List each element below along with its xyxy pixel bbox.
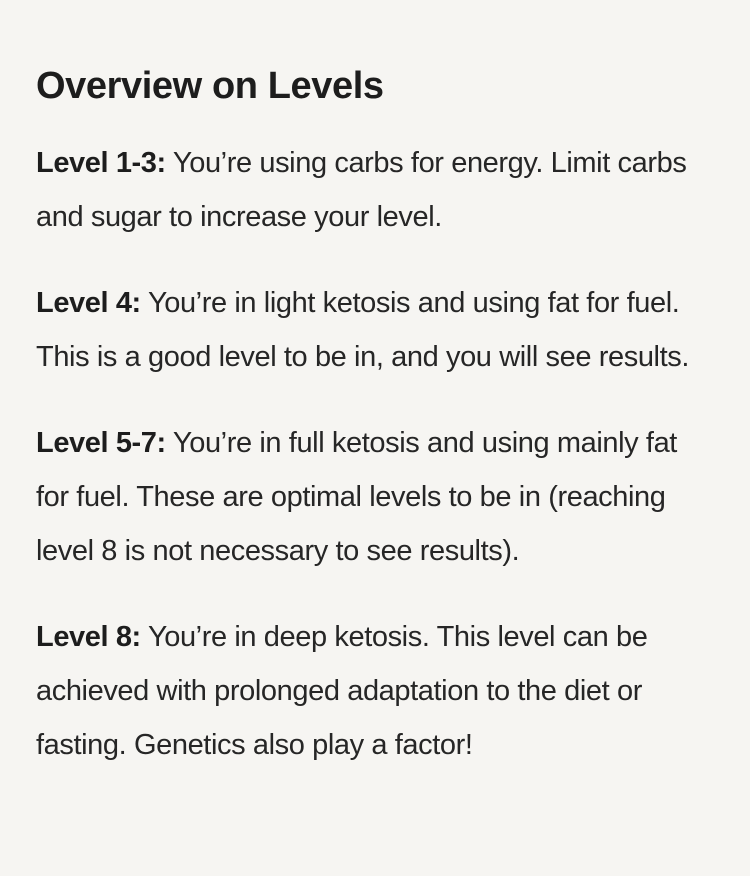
level-1-3-label: Level 1-3: [36,147,166,179]
level-5-7-item [36,416,714,578]
page-title: Overview on Levels [36,65,384,107]
level-8-item [36,610,714,772]
level-4-label: Level 4: [36,287,141,319]
level-8-description: You’re in deep ketosis. This level can be achieved with prolonged adaptation to the diet or fasting. Genetics also play a factor! [36,621,648,761]
level-8-label: Level 8: [36,621,141,653]
level-4-item [36,276,714,384]
level-1-3-item [36,136,714,244]
level-5-7-label: Level 5-7: [36,427,166,459]
level-list [36,136,714,772]
level-4-description: You’re in light ketosis and using fat for fuel. This is a good level to be in, and you will see results. [36,287,690,373]
level-1-3-description: You’re using carbs for energy. Limit carbs and sugar to increase your level. [36,147,687,233]
level-5-7-description: You’re in full ketosis and using mainly fat for fuel. These are optimal levels to be in (reaching level 8 is not necessary to see results). [36,427,677,567]
